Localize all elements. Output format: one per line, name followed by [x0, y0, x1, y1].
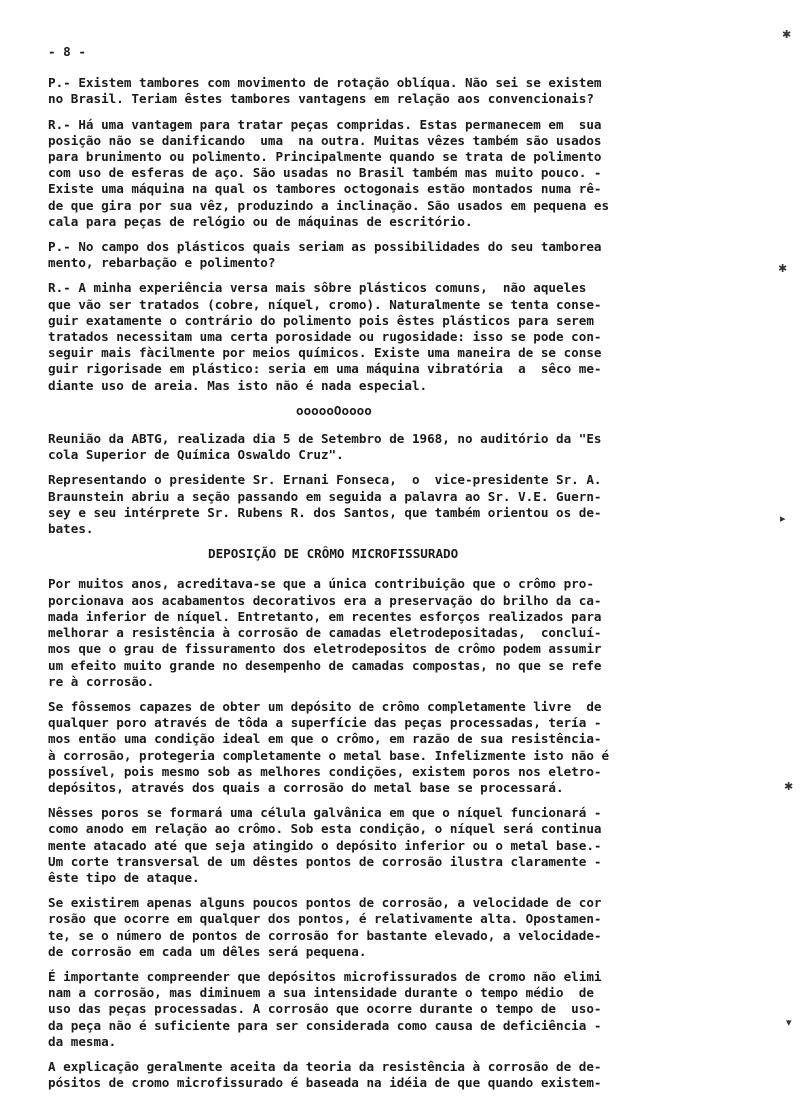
paragraph	[48, 699, 698, 796]
text-line: para brunimento ou polimento. Principalmente quando se trata de polimento	[48, 149, 602, 165]
text-line: como anodo em relação ao crômo. Sob esta condição, o níquel será continua	[48, 821, 602, 837]
text-line: cala para peças de relógio ou de máquinas de escritório.	[48, 213, 473, 229]
text-line: te, se o número de pontos de corrosão for bastante elevado, a velocidade-	[48, 927, 602, 943]
text-line: sey e seu intérprete Sr. Rubens R. dos Santos, que também orientou os de-	[48, 504, 602, 520]
interview-section	[48, 75, 698, 394]
text-line: Existe uma máquina na qual os tambores octogonais estão montados numa rê-	[48, 181, 602, 197]
text-line: êste tipo de ataque.	[48, 869, 200, 885]
text-line: no Brasil. Teriam êstes tambores vantagens em relação aos convencionais?	[48, 91, 594, 107]
text-line: mente atacado até que seja atingido o depósito inferior ou o metal base.-	[48, 837, 602, 853]
text-line: cola Superior de Química Oswaldo Cruz".	[48, 447, 344, 463]
paragraph	[48, 472, 698, 537]
text-line: Se existirem apenas alguns poucos pontos de corrosão, a velocidade de cor	[48, 895, 602, 911]
text-line: tratados necessitam uma certa porosidade ou rugosidade: isso se pode con-	[48, 329, 602, 345]
section-separator: oooooOoooo	[296, 402, 372, 418]
text-line: com uso de esferas de aço. São usadas no Brasil também mas muito pouco. -	[48, 165, 602, 181]
paragraph	[48, 969, 698, 1050]
text-line: É importante compreender que depósitos microfissurados de cromo não elimi	[48, 968, 602, 984]
text-line: Se fôssemos capazes de obter um depósito de crômo completamente livre de	[48, 698, 602, 714]
margin-mark-bottom: ▾	[786, 1016, 792, 1029]
text-line: qualquer poro através de tôda a superfície das peças processadas, tería -	[48, 715, 602, 731]
text-line: à corrosão, protegeria completamente o metal base. Infelizmente isto não é	[48, 747, 610, 763]
text-line: uso das peças processadas. A corrosão que ocorre durante o tempo de uso-	[48, 1001, 602, 1017]
text-line: nam a corrosão, mas diminuem a sua intensidade durante o tempo médio de	[48, 985, 594, 1001]
margin-mark-upper: ✱	[778, 262, 788, 275]
page-number: - 8 -	[48, 44, 86, 59]
text-line: diante uso de areia. Mas isto não é nada especial.	[48, 377, 428, 393]
text-line: um efeito muito grande no desempenho de camadas compostas, no que se refe	[48, 657, 602, 673]
text-line: A explicação geralmente aceita da teoria da resistência à corrosão de de-	[48, 1058, 602, 1074]
text-line: mos que o grau de fissuramento dos eletrodepositos de crômo podem assumir	[48, 641, 602, 657]
margin-mark-lower: ✱	[784, 780, 794, 793]
text-line: re à corrosão.	[48, 673, 155, 689]
paragraph	[48, 239, 698, 271]
text-line: Representando o presidente Sr. Ernani Fonseca, o vice-presidente Sr. A.	[48, 472, 602, 488]
text-line: da peça não é suficiente para ser considerada como causa de deficiência -	[48, 1017, 602, 1033]
text-line: bates.	[48, 521, 94, 537]
text-line: da mesma.	[48, 1033, 117, 1049]
text-line: melhorar a resistência à corrosão de camadas eletrodepositadas, concluí-	[48, 625, 602, 641]
article-body	[48, 576, 698, 1091]
text-line: mento, rebarbação e polimento?	[48, 255, 276, 271]
meeting-section	[48, 431, 698, 537]
text-line: P.- No campo dos plásticos quais seriam as possibilidades do seu tamborea	[48, 239, 602, 255]
text-line: R.- A minha experiência versa mais sôbre plásticos comuns, não aqueles	[48, 280, 587, 296]
text-line: posição não se danificando uma na outra. Muitas vêzes também são usados	[48, 132, 602, 148]
paragraph	[48, 75, 698, 107]
text-line: Por muitos anos, acreditava-se que a única contribuição que o crômo pro-	[48, 576, 594, 592]
text-line: rosão que ocorre em qualquer dos pontos, é relativamente alta. Opostamen-	[48, 911, 602, 927]
text-line: possível, pois mesmo sob as melhores condições, existem poros nos eletro-	[48, 763, 602, 779]
text-line: de que gira por sua vêz, produzindo a inclinação. São usados em pequena es	[48, 197, 610, 213]
paragraph	[48, 576, 698, 689]
text-line: seguir mais fàcilmente por meios químicos. Existe uma maneira de se conse	[48, 345, 602, 361]
paragraph	[48, 117, 698, 230]
text-line: guir rigorisade em plástico: seria em uma máquina vibratória a sêco me-	[48, 361, 602, 377]
paragraph	[48, 895, 698, 960]
text-line: mos então uma condição ideal em que o crômo, em razão de sua resistência-	[48, 731, 602, 747]
article-heading: DEPOSIÇÃO DE CRÔMO MICROFISSURADO	[208, 546, 459, 562]
paragraph	[48, 431, 698, 463]
text-line: guir exatamente o contrário do polimento pois êstes plásticos para serem	[48, 312, 594, 328]
text-line: pósitos de cromo microfissurado é baseada na idéia de que quando existem-	[48, 1075, 602, 1091]
text-line: Um corte transversal de um dêstes pontos de corrosão ilustra claramente -	[48, 853, 602, 869]
margin-mark-top: ✱	[782, 28, 792, 41]
text-line: porcionava aos acabamentos decorativos era a preservação do brilho da ca-	[48, 592, 602, 608]
text-line: P.- Existem tambores com movimento de rotação oblíqua. Não sei se existem	[48, 75, 602, 91]
text-line: mada inferior de níquel. Entretanto, em recentes esforços realizados para	[48, 608, 602, 624]
margin-mark-middle: ▸	[780, 512, 786, 525]
text-line: Reunião da ABTG, realizada dia 5 de Setembro de 1968, no auditório da "Es	[48, 431, 602, 447]
text-line: depósitos, através dos quais a corrosão do metal base se processará.	[48, 779, 564, 795]
text-line: R.- Há uma vantagem para tratar peças compridas. Estas permanecem em sua	[48, 116, 602, 132]
paragraph	[48, 805, 698, 886]
document-page	[48, 44, 698, 1100]
text-line: que vão ser tratados (cobre, níquel, cromo). Naturalmente se tenta conse-	[48, 296, 602, 312]
text-line: de corrosão em cada um dêles será pequena.	[48, 943, 367, 959]
text-line: Nêsses poros se formará uma célula galvânica em que o níquel funcionará -	[48, 805, 602, 821]
text-line: Braunstein abriu a seção passando em seguida a palavra ao Sr. V.E. Guern-	[48, 488, 602, 504]
paragraph	[48, 280, 698, 393]
paragraph	[48, 1059, 698, 1091]
